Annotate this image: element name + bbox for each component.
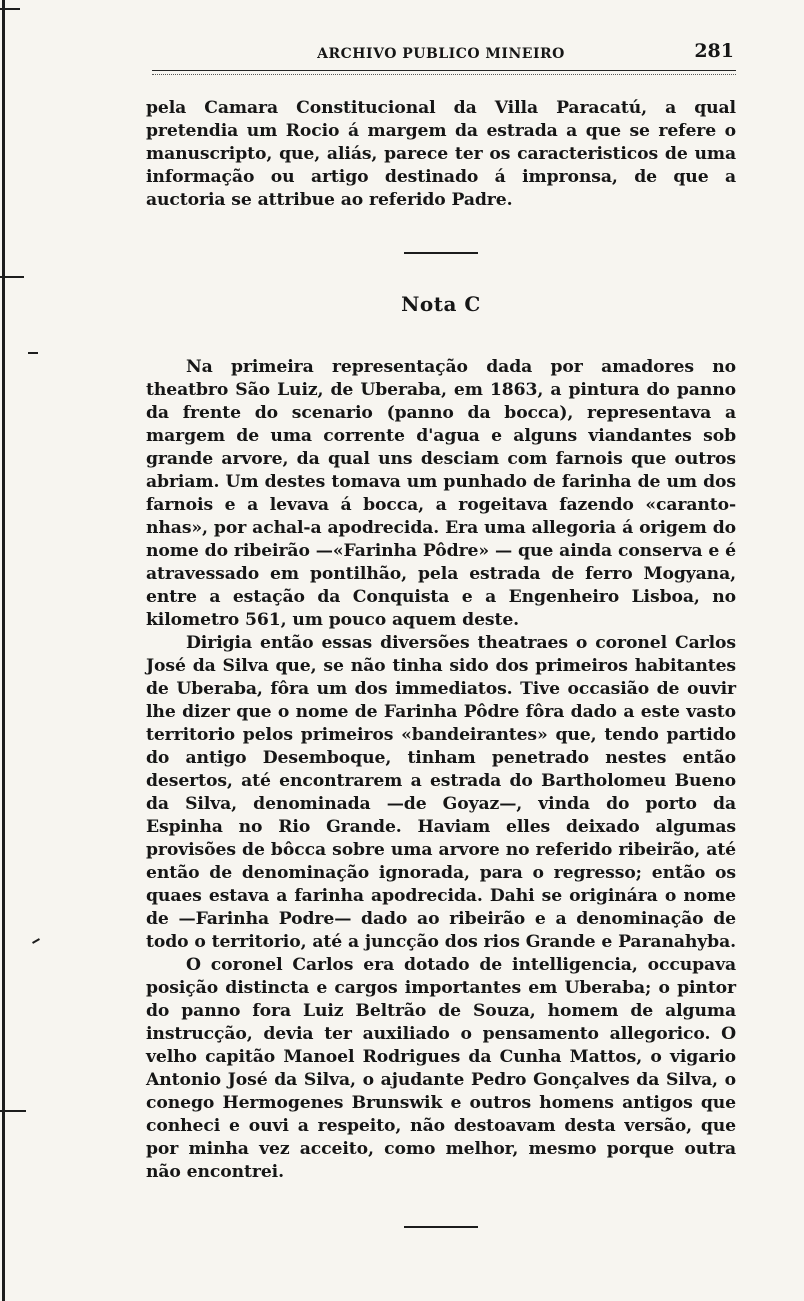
scan-speck: [32, 938, 40, 944]
end-divider: [404, 1226, 478, 1228]
intro-paragraph: pela Camara Constitucional da Villa Paracatú, a qual pretendia um Rocio á margem da estrada a que se refere o manuscripto, que, aliás, parece ter os caracteristicos de uma informação ou artigo destinado á impronsa, de que a auctoria se attribue ao referido Padre.: [146, 98, 736, 210]
body-paragraph: Na primeira representação dada por amadores no theatbro São Luiz, de Uberaba, em 1863, a pintura do panno da frente do scenario (panno da bocca), representava a margem de uma corrente d'agua e alguns viandantes sob grande arvore, da qual uns desciam com farnois que outros abriam. Um destes tomava um punhado de farinha de um dos farnois e a levava á bocca, a rogeitava fazendo «caranto-nhas», por achal-a apodrecida. Era uma allegoria á origem do nome do ribeirão —«Farinha Pôdre» — que ainda conserva e é atravessado em pontilhão, pela estrada de ferro Mogyana, entre a estação da Conquista e a Engenheiro Lisboa, no kilometro 561, um pouco aquem deste.: [146, 357, 736, 630]
header-rule: [152, 70, 736, 75]
binding-mark: [0, 1110, 26, 1112]
page-number: 281: [694, 40, 734, 62]
section-divider: [404, 252, 478, 254]
running-head: ARCHIVO PUBLICO MINEIRO: [317, 46, 565, 62]
binding-edge: [2, 0, 5, 1301]
scan-speck: [28, 352, 38, 354]
binding-mark: [0, 276, 24, 278]
body-paragraph: Dirigia então essas diversões theatraes o coronel Carlos José da Silva que, se não tinha sido dos primeiros habitantes de Uberaba, fôra um dos immediatos. Tive occasião de ouvir lhe dizer que o nome de Farinha Pôdre fôra dado a este vasto territorio pelos primeiros «bandeirantes» que, tendo partido do antigo Desemboque, tinham penetrado nestes então desertos, até encontrarem a estrada do Bartholomeu Bueno da Silva, denominada —de Goyaz—, vinda do porto da Espinha no Rio Grande. Haviam elles deixado algumas provisões de bôcca sobre uma arvore no referido ribeirão, até então de denominação ignorada, para o regresso; então os quaes estava a farinha apodrecida. Dahi se originára o nome de —Farinha Podre— dado ao ribeirão e a denominação de todo o territorio, até a juncção dos rios Grande e Paranahyba.: [146, 633, 737, 952]
page-content: [146, 34, 736, 1228]
binding-mark: [0, 8, 20, 10]
body-paragraph: O coronel Carlos era dotado de intelligencia, occupava posição distincta e cargos importantes em Uberaba; o pintor do panno fora Luiz Beltrão de Souza, homem de alguma instrucção, devia ter auxiliado o pensamento allegorico. O velho capitão Manoel Rodrigues da Cunha Mattos, o vigario Antonio José da Silva, o ajudante Pedro Gonçalves da Silva, o conego Hermogenes Brunswik e outros homens antigos que conheci e ouvi a respeito, não destoavam desta versão, que por minha vez acceito, como melhor, mesmo porque outra não encontrei.: [146, 955, 736, 1182]
page-header: [146, 34, 736, 70]
section-title: Nota C: [401, 292, 481, 316]
